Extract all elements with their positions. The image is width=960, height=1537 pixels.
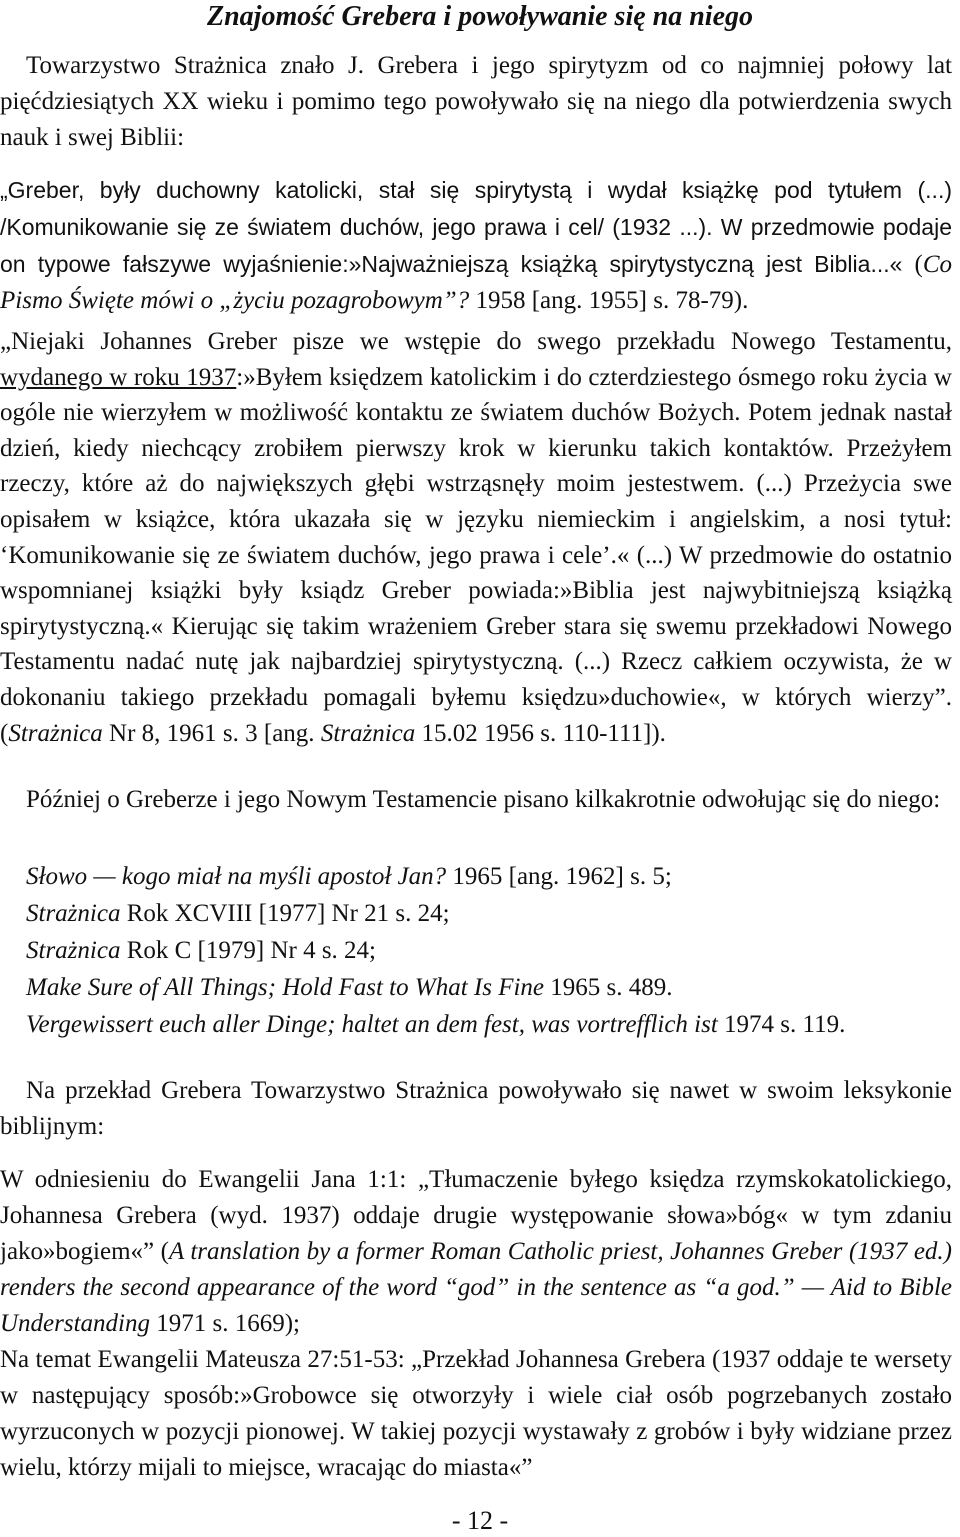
intro-paragraph: Towarzystwo Strażnica znało J. Grebera i jego spirytyzm od co najmniej połowy lat pięćdziesiątych XX wieku i pomimo tego powoływało się na niego dla potwierdzenia swych nauk i swej Biblii: <box>0 52 952 151</box>
reference-details: 1965 [ang. 1962] s. 5; <box>446 863 672 890</box>
lexicon-intro: Na przekład Grebera Towarzystwo Strażnica powoływało się nawet w swoim leksykonie biblijnym: <box>0 1077 952 1140</box>
references-intro: Później o Greberze i jego Nowym Testamencie pisano kilkakrotnie odwołując się do niego: <box>26 786 941 813</box>
quote-1-source-title: Co Pismo Święte mówi o „życiu pozagrobowym”? <box>0 251 952 314</box>
reference-details: 1965 s. 489. <box>544 974 673 1001</box>
quote-2-source-2: Strażnica <box>320 719 416 747</box>
quote-2-underlined: wydanego w roku 1937 <box>0 363 237 391</box>
reference-details: Rok C [1979] Nr 4 s. 24; <box>120 937 377 964</box>
reference-details: Rok XCVIII [1977] Nr 21 s. 24; <box>120 900 450 927</box>
quote-2-source-1: Strażnica <box>8 719 103 747</box>
quote-2-text-c: Nr 8, 1961 s. 3 [ang. <box>102 719 321 747</box>
page-number: - 12 - <box>451 1506 509 1535</box>
john-quote-text: W odniesieniu do Ewangelii Jana 1:1: „Tłumaczenie byłego księdza rzymskokatolickiego, Johannesa Grebera (wyd. 1937) oddaje drugie występowanie słowa»bóg« w tym zdaniu jako»bogiem«” ( <box>0 1166 952 1265</box>
reference-list <box>26 858 845 1043</box>
john-quote-paragraph <box>0 1162 952 1342</box>
reference-item <box>26 858 845 895</box>
quote-1-source-rest: 1958 [ang. 1955] s. 78-79). <box>469 287 749 314</box>
reference-item <box>26 932 845 969</box>
quote-2-text-d: 15.02 1956 s. 110-111]). <box>415 719 666 747</box>
reference-item <box>26 969 845 1006</box>
quote-2-text-a: „Niejaki Johannes Greber pisze we wstępie do swego przekładu Nowego Testamentu, <box>0 328 952 355</box>
quote-1-paragraph <box>0 172 952 319</box>
reference-title: Strażnica <box>26 937 121 964</box>
reference-title: Słowo — kogo miał na myśli apostoł Jan? <box>26 863 447 890</box>
reference-details: 1974 s. 119. <box>717 1011 846 1038</box>
reference-title: Vergewissert euch aller Dinge; haltet an dem fest, was vortrefflich ist <box>26 1011 718 1038</box>
quote-1-text: „Greber, były duchowny katolicki, stał się spirytystą i wydał książkę pod tytułem (...) /Komunikowanie się ze światem duchów, jego prawa i cel/ (1932 ...). W przedmowie podaje on typowe fałszywe wyjaśnienie:»Najważniejszą książką spirytystyczną jest Biblia...« <box>0 177 952 277</box>
reference-item <box>26 1006 845 1043</box>
section-heading: Znajomość Grebera i powoływanie się na niego <box>207 1 753 32</box>
john-quote-source: 1971 s. 1669); <box>150 1310 300 1337</box>
matthew-quote-paragraph: Na temat Ewangelii Mateusza 27:51-53: „Przekład Johannesa Grebera (1937 oddaje te wersety w następujący sposób:»Grobowce się otworzyły i wiele ciał osób pogrzebanych zostało wyrzuconych w pozycji pionowej. W takiej pozycji wystawały z grobów i były widziane przez wielu, którzy mijali to miejsce, wracając do miasta«” <box>0 1346 952 1481</box>
reference-title: Strażnica <box>26 900 121 927</box>
quote-2-text-b: :»Byłem księdzem katolickim i do czterdziestego ósmego roku życia w ogóle nie wierzyłem w możliwość kontaktu ze światem duchów Bożych. Potem jednak nastał dzień, kiedy niechcący zrobiłem pierwszy krok w kierunku takich kontaktów. Przeżyłem rzeczy, które aż do największych głębi wstrząsnęły moim jestestwem. (...) Przeżycia swe opisałem w książce, która ukazała się w języku niemieckim i angielskim, a nosi tytuł: ‘Komunikowanie się ze światem duchów, jego prawa i cele’.« (...) W przedmowie do ostatnio wspomnianej książki były ksiądz Greber powiada:»Biblia jest najwybitniejszą książką spirytystyczną.« Kierując się takim wrażeniem Greber stara się swemu przekładowi Nowego Testamentu nadać nutę jak najbardziej spirytystyczną. (...) Rzecz całkiem oczywista, że w dokonaniu takiego przekładu pomagali byłemu księdzu»duchowie«, w których wierzy”. ( <box>0 363 952 747</box>
reference-title: Make Sure of All Things; Hold Fast to What Is Fine <box>26 974 545 1001</box>
reference-item <box>26 895 845 932</box>
quote-1-source-open: ( <box>902 251 923 278</box>
quote-2-paragraph <box>0 324 952 751</box>
john-quote-english: A translation by a former Roman Catholic priest, Johannes Greber (1937 ed.) renders the second appearance of the word “god” in the sentence as “a god.” — Aid to Bible Understanding <box>0 1238 952 1337</box>
